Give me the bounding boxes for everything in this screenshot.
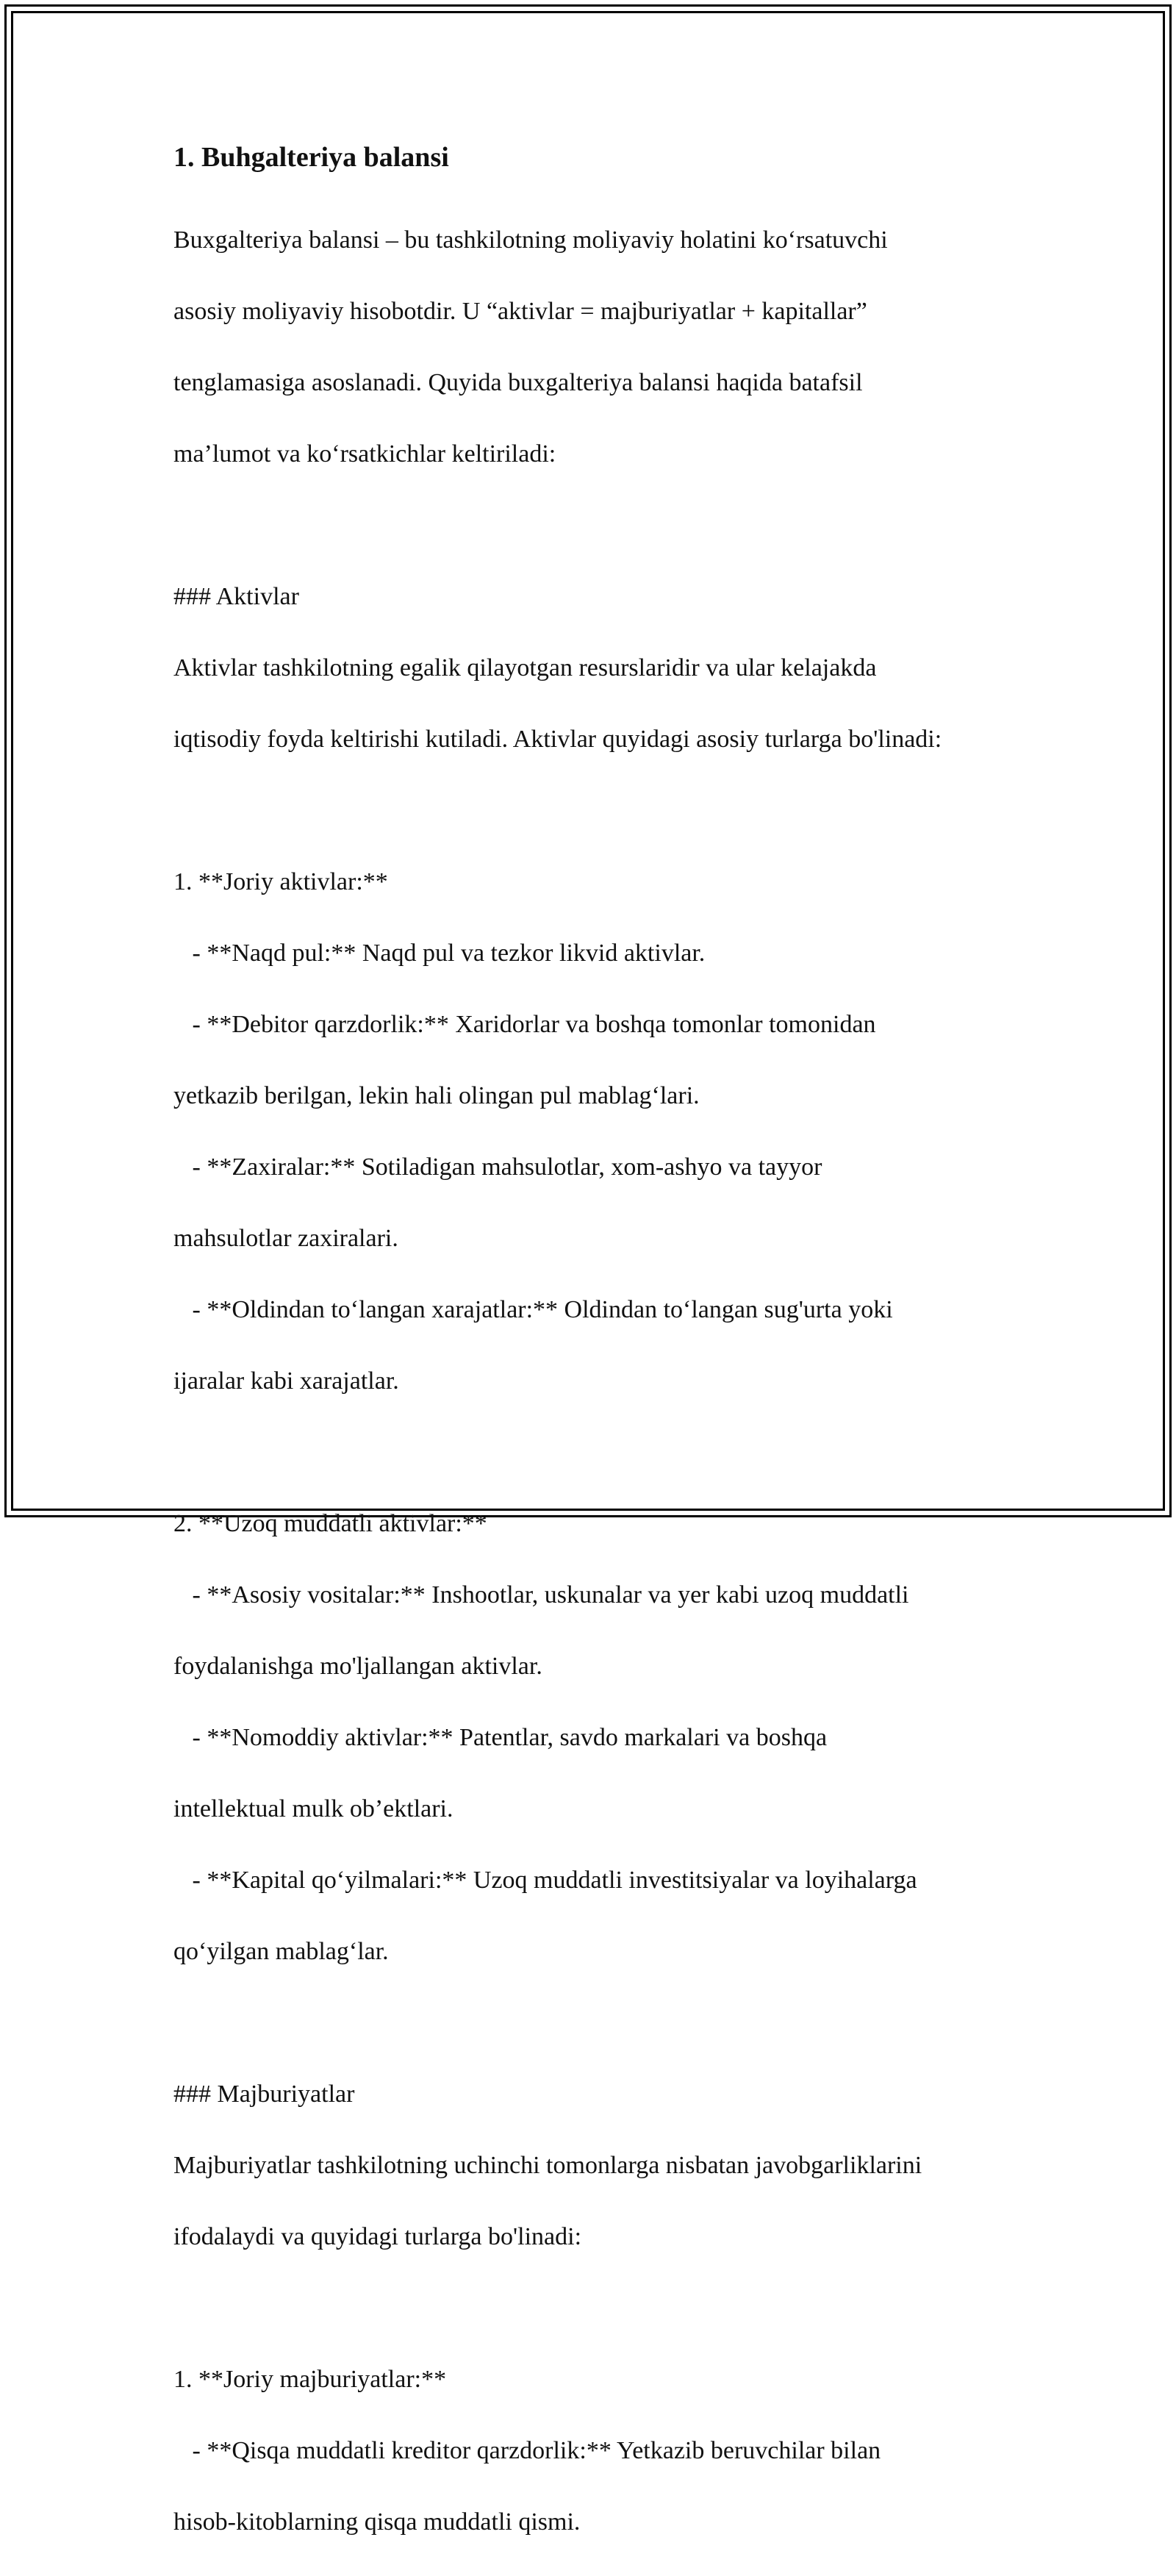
blank-line [173,508,1019,544]
sub-list-item: - **Debitor qarzdorlik:** Xaridorlar va boshqa tomonlar tomonidan [173,1010,876,1038]
list-item-uzoq-muddatli-aktivlar: 2. **Uzoq muddatli aktivlar:** [173,1509,487,1537]
blank-line [173,2006,1019,2042]
text-line: qo‘yilgan mablag‘lar. [173,1937,389,1965]
document-title: 1. Buhgalteriya balansi [173,142,449,173]
text-line: intellektual mulk ob’ektlari. [173,1795,453,1822]
section-heading-aktivlar: ### Aktivlar [173,582,299,610]
sub-list-item: - **Qisqa muddatli kreditor qarzdorlik:** Yetkazib beruvchilar bilan [173,2436,881,2464]
text-line: Majburiyatlar tashkilotning uchinchi tomonlarga nisbatan javobgarliklarini [173,2151,922,2179]
sub-list-item: - **Kapital qo‘yilmalari:** Uzoq muddatli investitsiyalar va loyihalarga [173,1866,917,1894]
text-line: mahsulotlar zaxiralari. [173,1224,398,1252]
sub-list-item: - **Nomoddiy aktivlar:** Patentlar, savdo markalari va boshqa [173,1723,828,1751]
section-heading-majburiyatlar: ### Majburiyatlar [173,2080,355,2108]
list-item-joriy-aktivlar: 1. **Joriy aktivlar:** [173,867,388,895]
text-line: ijaralar kabi xarajatlar. [173,1367,399,1395]
text-line: foydalanishga mo'ljallangan aktivlar. [173,1652,542,1680]
blank-line [173,1435,1019,1471]
text-line: ifodalaydi va quyidagi turlarga bo'linadi: [173,2222,582,2250]
blank-line [173,2291,1019,2327]
text-line: Buxgalteriya balansi – bu tashkilotning moliyaviy holatini ko‘rsatuvchi [173,226,888,254]
text-line: Aktivlar tashkilotning egalik qilayotgan resurslaridir va ular kelajakda [173,654,877,681]
text-line: asosiy moliyaviy hisobotdir. U “aktivlar = majburiyatlar + kapitallar” [173,297,867,325]
text-line: tenglamasiga asoslanadi. Quyida buxgalteriya balansi haqida batafsil [173,368,863,396]
sub-list-item: - **Zaxiralar:** Sotiladigan mahsulotlar, xom-ashyo va tayyor [173,1153,822,1181]
sub-list-item: - **Asosiy vositalar:** Inshootlar, uskunalar va yer kabi uzoq muddatli [173,1581,909,1609]
text-line: hisob-kitoblarning qisqa muddatli qismi. [173,2508,581,2536]
sub-list-item: - **Oldindan to‘langan xarajatlar:** Oldindan to‘langan sug'urta yoki [173,1295,893,1323]
sub-list-item: - **Naqd pul:** Naqd pul va tezkor likvid aktivlar. [173,939,706,967]
list-item-joriy-majburiyatlar: 1. **Joriy majburiyatlar:** [173,2365,447,2393]
document-body [173,137,1019,2576]
text-line: yetkazib berilgan, lekin hali olingan pul mablag‘lari. [173,1081,700,1109]
text-line: iqtisodiy foyda keltirishi kutiladi. Aktivlar quyidagi asosiy turlarga bo'linadi: [173,725,942,753]
document-text [173,187,1019,2576]
text-line: ma’lumot va ko‘rsatkichlar keltiriladi: [173,440,556,468]
blank-line [173,793,1019,829]
